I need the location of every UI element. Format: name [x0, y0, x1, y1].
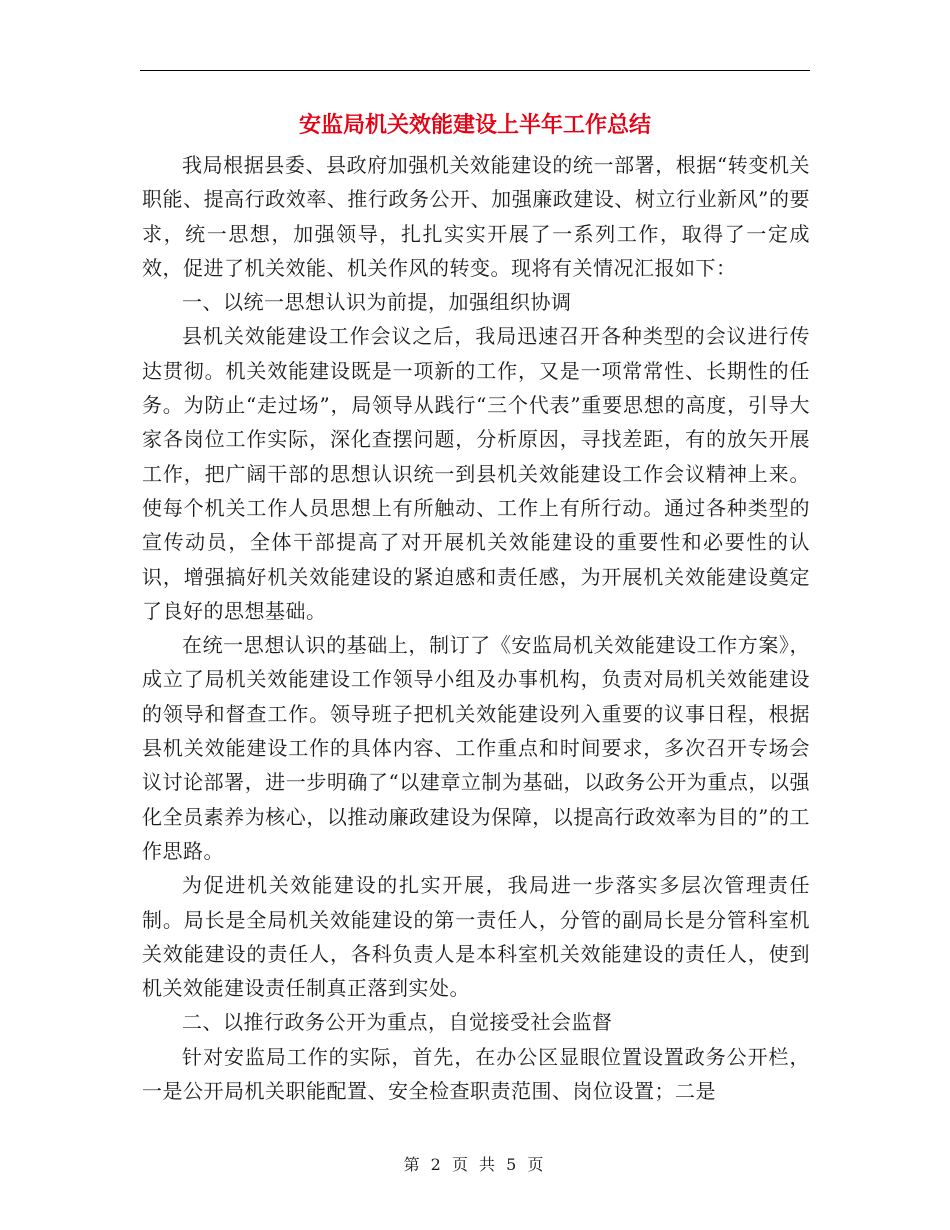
paragraph-section1-a: 县机关效能建设工作会议之后，我局迅速召开各种类型的会议进行传达贯彻。机关效能建设既是一项新的工作，又是一项常常性、长期性的任务。为防止“走过场”，局领导从践行“三个代表”重要思想的高度，引导大家各岗位工作实际，深化查摆问题，分析原因，寻找差距，有的放矢开展工作，把广阔干部的思想认识统一到县机关效能建设工作会议精神上来。使每个机关工作人员思想上有所触动、工作上有所行动。通过各种类型的宣传动员，全体干部提高了对开展机关效能建设的重要性和必要性的认识，增强搞好机关效能建设的紧迫感和责任感，为开展机关效能建设奠定了良好的思想基础。 [142, 324, 810, 623]
section-heading-1: 一、以统一思想认识为前提，加强组织协调 [182, 290, 572, 315]
section-heading-2: 二、以推行政务公开为重点，自觉接受社会监督 [182, 1010, 613, 1035]
page-number: 第 2 页 共 5 页 [403, 1155, 547, 1174]
header-rule [140, 70, 810, 71]
document-title: 安监局机关效能建设上半年工作总结 [298, 113, 651, 138]
document-body [142, 148, 810, 1108]
paragraph-section2-a: 针对安监局工作的实际，首先，在办公区显眼位置设置政务公开栏，一是公开局机关职能配置、安全检查职责范围、岗位设置；二是 [142, 1044, 810, 1104]
paragraph-section1-c: 为促进机关效能建设的扎实开展，我局进一步落实多层次管理责任制。局长是全局机关效能建设的第一责任人，分管的副局长是分管科室机关效能建设的责任人，各科负责人是本科室机关效能建设的责任人，使到机关效能建设责任制真正落到实处。 [142, 873, 810, 1001]
paragraph-section1-b: 在统一思想认识的基础上，制订了《安监局机关效能建设工作方案》，成立了局机关效能建设工作领导小组及办事机构，负责对局机关效能建设的领导和督查工作。领导班子把机关效能建设列入重要的议事日程，根据县机关效能建设工作的具体内容、工作重点和时间要求，多次召开专场会议讨论部署，进一步明确了“以建章立制为基础，以政务公开为重点，以强化全员素养为核心，以推动廉政建设为保障，以提高行政效率为目的”的工作思路。 [142, 633, 810, 863]
paragraph-intro: 我局根据县委、县政府加强机关效能建设的统一部署，根据“转变机关职能、提高行政效率、推行政务公开、加强廉政建设、树立行业新风”的要求，统一思想，加强领导，扎扎实实开展了一系列工作，取得了一定成效，促进了机关效能、机关作风的转变。现将有关情况汇报如下： [142, 153, 810, 280]
